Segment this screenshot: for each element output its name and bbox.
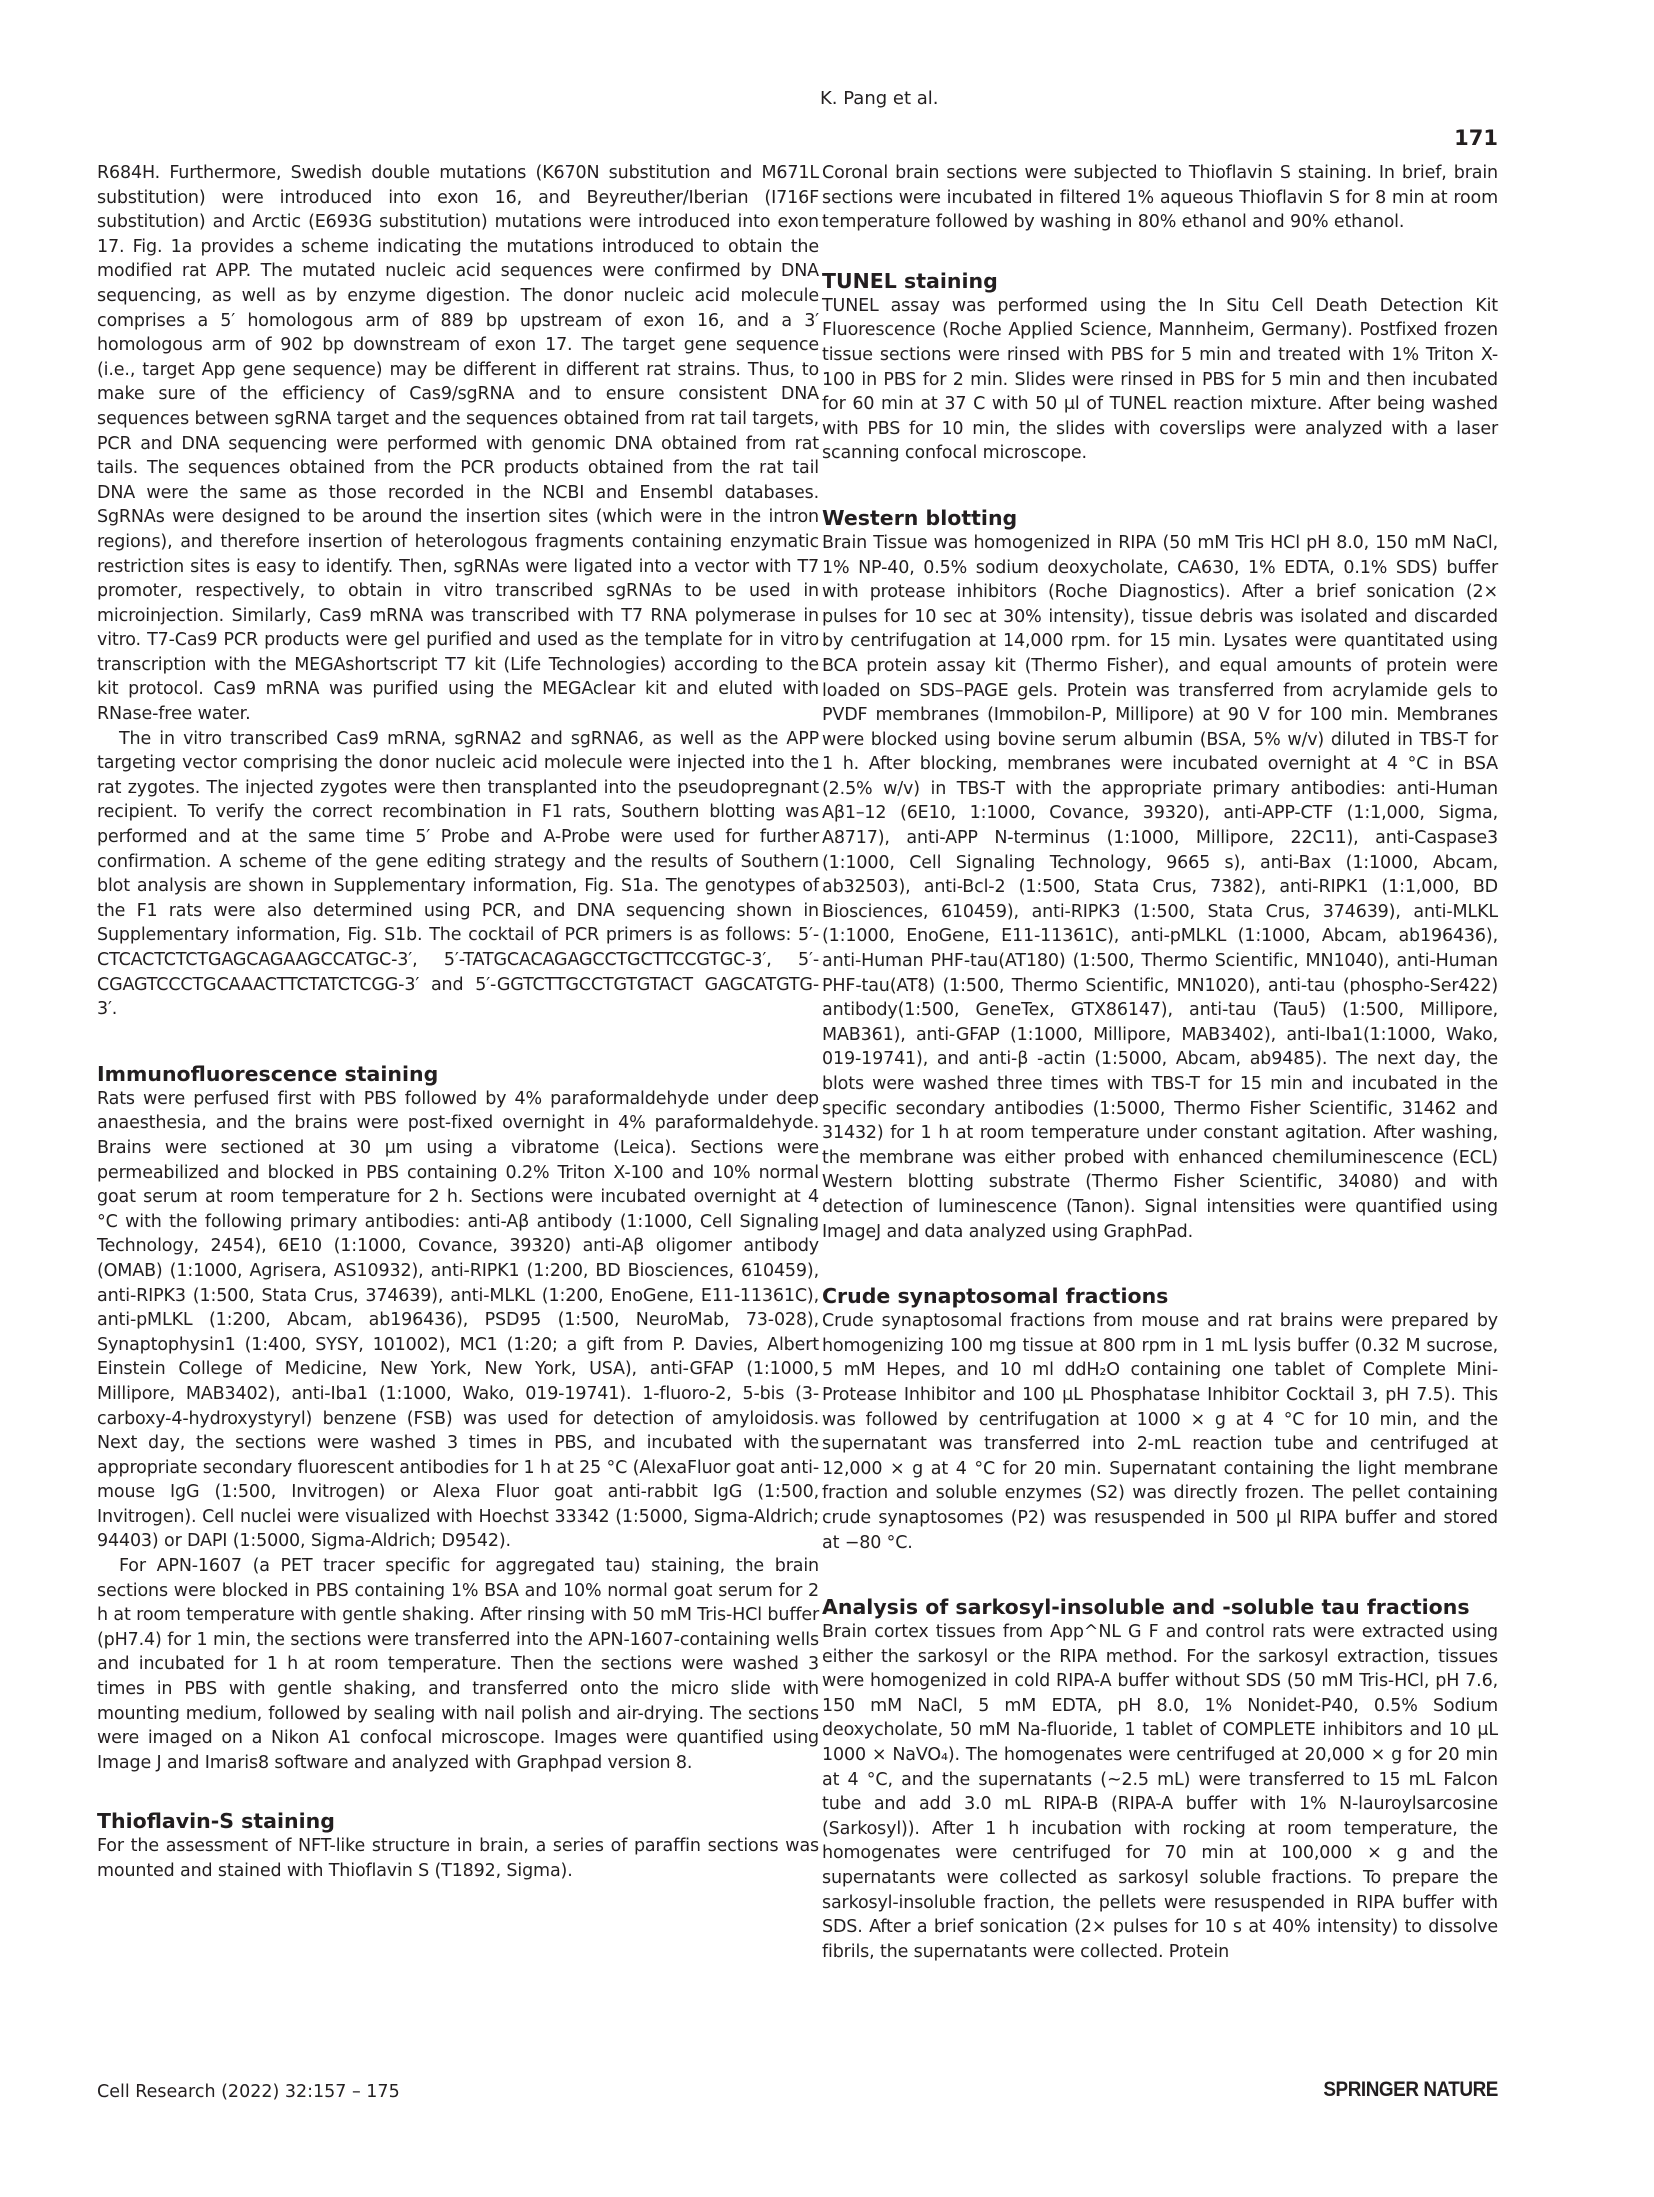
left-column <box>97 161 819 1884</box>
heading-western-blotting: Western blotting <box>822 505 1018 530</box>
heading-sarkosyl-tau: Analysis of sarkosyl-insoluble and -soluble tau fractions <box>822 1595 1470 1620</box>
right-column <box>822 161 1498 1964</box>
heading-tunel: TUNEL staining <box>822 268 998 293</box>
paragraph-thioflavin-s: For the assessment of NFT-like structure in brain, a series of paraffin sections was mounted and stained with Thioflavin S (T1892, Sigma). <box>97 1836 819 1881</box>
springer-nature-logo: SPRINGER NATURE <box>1323 2078 1498 2101</box>
paragraph-thioflavin-s-continued: Coronal brain sections were subjected to Thioflavin S staining. In brief, brain sections were incubated in filtered 1% aqueous Thioflavin S for 8 min at room temperature followed by washing in 80% ethanol and 90% ethanol. <box>822 163 1498 233</box>
page-number: 171 <box>1454 126 1498 150</box>
running-header-authors: K. Pang et al. <box>820 88 939 109</box>
journal-citation: Cell Research (2022) 32:157 – 175 <box>97 2082 400 2102</box>
paragraph-immunofluorescence-2: For APN-1607 (a PET tracer specific for aggregated tau) staining, the brain sections were blocked in PBS containing 1% BSA and 10% normal goat serum for 2 h at room temperature with gentle shaking. After rinsing with 50 mM Tris-HCl buffer (pH7.4) for 1 min, the sections were transferred into the APN-1607-containing wells and incubated for 1 h at room temperature. Then the sections were washed 3 times in PBS with gentle shaking, and transferred onto the micro slide with mounting medium, followed by sealing with nail polish and air-drying. The sections were imaged on a Nikon A1 confocal microscope. Images were quantified using Image J and Imaris8 software and analyzed with Graphpad version 8. <box>97 1556 819 1773</box>
paragraph-immunofluorescence-1: Rats were perfused first with PBS followed by 4% paraformaldehyde under deep anaesthesia, and the brains were post-fixed overnight in 4% paraformaldehyde. Brains were sectioned at 30 μm using a vibratome (Leica). Sections were permeabilized and blocked in PBS containing 0.2% Triton X-100 and 10% normal goat serum at room temperature for 2 h. Sections were incubated overnight at 4 °C with the following primary antibodies: anti-Aβ antibody (1:1000, Cell Signaling Technology, 2454), 6E10 (1:1000, Covance, 39320) anti-Aβ oligomer antibody (OMAB) (1:1000, Agrisera, AS10932), anti-RIPK1 (1:200, BD Biosciences, 610459), anti-RIPK3 (1:500, Stata Crus, 374639), anti-MLKL (1:200, EnoGene, E11-11361C), anti-pMLKL (1:200, Abcam, ab196436), PSD95 (1:500, NeuroMab, 73-028), Synaptophysin1 (1:400, SYSY, 101002), MC1 (1:20; a gift from P. Davies, Albert Einstein College of Medicine, New York, New York, USA), anti-GFAP (1:1000, Millipore, MAB3402), anti-Iba1 (1:1000, Wako, 019-19741). 1-fluoro-2, 5-bis (3-carboxy-4-hydroxystyryl) benzene (FSB) was used for detection of amyloidosis. Next day, the sections were washed 3 times in PBS, and incubated with the appropriate secondary fluorescent antibodies for 1 h at 25 °C (AlexaFluor goat anti-mouse IgG (1:500, Invitrogen) or Alexa Fluor goat anti-rabbit IgG (1:500, Invitrogen). Cell nuclei were visualized with Hoechst 33342 (1:5000, Sigma-Aldrich; 94403) or DAPI (1:5000, Sigma-Aldrich; D9542). <box>97 1088 820 1552</box>
heading-crude-synaptosomal: Crude synaptosomal fractions <box>822 1284 1169 1309</box>
paragraph-sarkosyl-tau: Brain cortex tissues from App^NL G F and control rats were extracted using either the sarkosyl or the RIPA method. For the sarkosyl extraction, tissues were homogenized in cold RIPA-A buffer without SDS (50 mM Tris-HCl, pH 7.6, 150 mM NaCl, 5 mM EDTA, pH 8.0, 1% Nonidet-P40, 0.5% Sodium deoxycholate, 50 mM Na-fluoride, 1 tablet of COMPLETE inhibitors and 10 μL 1000 × NaVO₄). The homogenates were centrifuged at 20,000 × g for 20 min at 4 °C, and the supernatants (~2.5 mL) were transferred to 15 mL Falcon tube and add 3.0 mL RIPA-B (RIPA-A buffer with 1% N-lauroylsarcosine (Sarkosyl)). After 1 h incubation with rocking at room temperature, the homogenates were centrifuged for 70 min at 100,000 × g and the supernatants were collected as sarkosyl soluble fractions. To prepare the sarkosyl-insoluble fraction, the pellets were resuspended in RIPA buffer with SDS. After a brief sonication (2× pulses for 10 s at 40% intensity) to dissolve fibrils, the supernatants were collected. Protein <box>822 1622 1498 1962</box>
heading-thioflavin-s: Thioflavin-S staining <box>97 1809 335 1834</box>
paragraph-crude-synaptosomal: Crude synaptosomal fractions from mouse and rat brains were prepared by homogenizing 100 mg tissue at 800 rpm in 1 mL lysis buffer (0.32 M sucrose, 5 mM Hepes, and 10 ml ddH₂O containing one tablet of Complete Mini-Protease Inhibitor and 100 μL Phosphatase Inhibitor Cocktail 3, pH 7.5). This was followed by centrifugation at 1000 × g at 4 °C for 10 min, and the supernatant was transferred into 2-mL reaction tube and centrifuged at 12,000 × g at 4 °C for 20 min. Supernatant containing the light membrane fraction and soluble enzymes (S2) was directly frozen. The pellet containing crude synaptosomes (P2) was resuspended in 500 μl RIPA buffer and stored at −80 °C. <box>822 1311 1498 1553</box>
paragraph-cas9-injection: The in vitro transcribed Cas9 mRNA, sgRNA2 and sgRNA6, as well as the APP targeting vector comprising the donor nucleic acid molecule were injected into the rat zygotes. The injected zygotes were then transplanted into the pseudopregnant recipient. To verify the correct recombination in F1 rats, Southern blotting was performed and at the same time 5′ Probe and A-Probe were used for further confirmation. A scheme of the gene editing strategy and the results of Southern blot analysis are shown in Supplementary information, Fig. S1a. The genotypes of the F1 rats were also determined using PCR, and DNA sequencing shown in Supplementary information, Fig. S1b. The cocktail of PCR primers is as follows: 5′-CTCACTCTCTGAGCAGAAGCCATGC-3′, 5′-TATGCACAGAGCCTGCTTCCGTGC-3′, 5′-CGAGTCCCTGCAAACTTCTATCTCGG-3′ and 5′-GGTCTTGCCTGTGTACT GAGCATGTG-3′. <box>97 728 819 1020</box>
paragraph-app-mutations: R684H. Furthermore, Swedish double mutations (K670N substitution and M671L substitution) were introduced into exon 16, and Beyreuther/Iberian (I716F substitution) and Arctic (E693G substitution) mutations were introduced into exon 17. Fig. 1a provides a scheme indicating the mutations introduced to obtain the modified rat APP. The mutated nucleic acid sequences were confirmed by DNA sequencing, as well as by enzyme digestion. The donor nucleic acid molecule comprises a 5′ homologous arm of 889 bp upstream of exon 16, and a 3′ homologous arm of 902 bp downstream of exon 17. The target gene sequence (i.e., target App gene sequence) may be different in different rat strains. Thus, to make sure of the efficiency of Cas9/sgRNA and to ensure consistent DNA sequences between sgRNA target and the sequences obtained from rat tail targets, PCR and DNA sequencing were performed with genomic DNA obtained from rat tails. The sequences obtained from the PCR products obtained from the rat tail DNA were the same as those recorded in the NCBI and Ensembl databases. SgRNAs were designed to be around the insertion sites (which were in the intron regions), and therefore insertion of heterologous fragments containing enzymatic restriction sites is easy to identify. Then, sgRNAs were ligated into a vector with T7 promoter, respectively, to obtain in vitro transcribed sgRNAs to be used in microinjection. Similarly, Cas9 mRNA was transcribed with T7 RNA polymerase in vitro. T7-Cas9 PCR products were gel purified and used as the template for in vitro transcription with the MEGAshortscript T7 kit (Life Technologies) according to the kit protocol. Cas9 mRNA was purified using the MEGAclear kit and eluted with RNase-free water. <box>97 163 819 725</box>
paragraph-western-blotting: Brain Tissue was homogenized in RIPA (50 mM Tris HCl pH 8.0, 150 mM NaCl, 1% NP-40, 0.5% sodium deoxycholate, CA630, 1% EDTA, 0.1% SDS) buffer with protease inhibitors (Roche Diagnostics). After a brief sonication (2× pulses for 10 sec at 30% intensity), tissue debris was isolated and discarded by centrifugation at 14,000 rpm. for 15 min. Lysates were quantitated using BCA protein assay kit (Thermo Fisher), and equal amounts of protein were loaded on SDS–PAGE gels. Protein was transferred from acrylamide gels to PVDF membranes (Immobilon-P, Millipore) at 90 V for 100 min. Membranes were blocked using bovine serum albumin (BSA, 5% w/v) diluted in TBS-T for 1 h. After blocking, membranes were incubated overnight at 4 °C in BSA (2.5% w/v) in TBS-T with the appropriate primary antibodies: anti-Human Aβ1–12 (6E10, 1:1000, Covance, 39320), anti-APP-CTF (1:1,000, Sigma, A8717), anti-APP N-terminus (1:1000, Millipore, 22C11), anti-Caspase3 (1:1000, Cell Signaling Technology, 9665 s), anti-Bax (1:1000, Abcam, ab32503), anti-Bcl-2 (1:500, Stata Crus, 7382), anti-RIPK1 (1:1,000, BD Biosciences, 610459), anti-RIPK3 (1:500, Stata Crus, 374639), anti-MLKL (1:1000, EnoGene, E11-11361C), anti-pMLKL (1:1000, Abcam, ab196436), anti-Human PHF-tau(AT180) (1:500, Thermo Scientific, MN1040), anti-Human PHF-tau(AT8) (1:500, Thermo Scientific, MN1020), anti-tau (phospho-Ser422) antibody(1:500, GeneTex, GTX86147), anti-tau (Tau5) (1:500, Millipore, MAB361), anti-GFAP (1:1000, Millipore, MAB3402), anti-Iba1(1:1000, Wako, 019-19741), and anti-β -actin (1:5000, Abcam, ab9485). The next day, the blots were washed three times with TBS-T for 15 min and incubated in the specific secondary antibodies (1:5000, Thermo Fisher Scientific, 31462 and 31432) for 1 h at room temperature under constant agitation. After washing, the membrane was either probed with enhanced chemiluminescence (ECL) Western blotting substrate (Thermo Fisher Scientific, 34080) and with detection of luminescence (Tanon). Signal intensities were quantified using ImageJ and data analyzed using GraphPad. <box>822 532 1498 1242</box>
heading-immunofluorescence: Immunofluorescence staining <box>97 1061 439 1086</box>
paragraph-tunel: TUNEL assay was performed using the In Situ Cell Death Detection Kit Fluorescence (Roche Applied Science, Mannheim, Germany). Postfixed frozen tissue sections were rinsed with PBS for 5 min and treated with 1% Triton X-100 in PBS for 2 min. Slides were rinsed in PBS for 5 min and then incubated for 60 min at 37 C with 50 μl of TUNEL reaction mixture. After being washed with PBS for 10 min, the slides with coverslips were analyzed with a laser scanning confocal microscope. <box>822 295 1498 464</box>
